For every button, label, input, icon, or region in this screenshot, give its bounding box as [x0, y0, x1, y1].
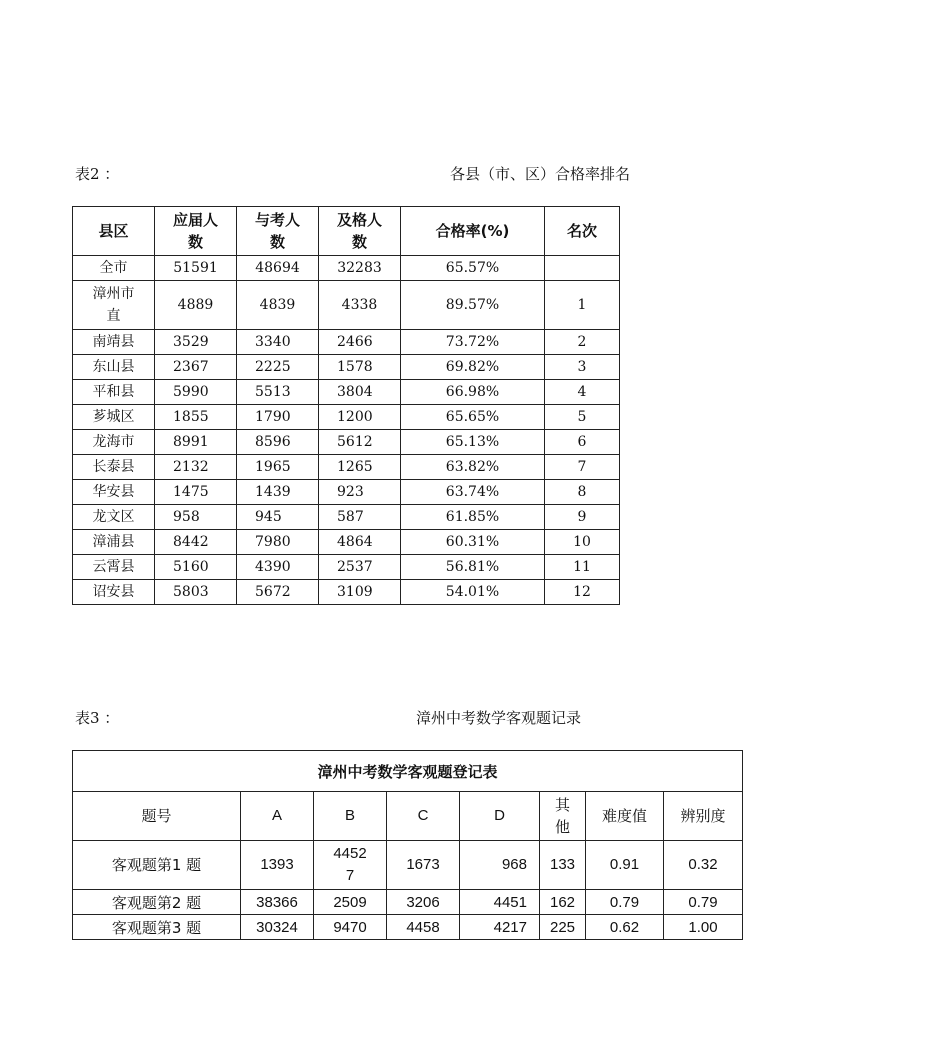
discrimination-value: 0.79	[664, 890, 743, 915]
table2-title: 各县（市、区）合格率排名	[450, 165, 631, 183]
table-row	[73, 430, 620, 455]
enrolled-count: 8991	[155, 430, 237, 455]
enrolled-count: 1855	[155, 405, 237, 430]
table-row	[73, 555, 620, 580]
passed-count: 3804	[319, 380, 401, 405]
table-header-row	[73, 792, 743, 841]
enrolled-count: 5803	[155, 580, 237, 605]
table3-title: 漳州中考数学客观题记录	[416, 709, 582, 727]
county-name: 龙海市	[73, 430, 155, 455]
table-caption-row	[73, 751, 743, 792]
count-b: 9470	[314, 915, 387, 940]
enrolled-count: 4889	[155, 281, 237, 330]
count-b: 4452 7	[314, 841, 387, 890]
table-row	[73, 256, 620, 281]
header-a: A	[241, 792, 314, 841]
pass-rate: 66.98%	[401, 380, 545, 405]
county-name: 东山县	[73, 355, 155, 380]
examined-count: 8596	[237, 430, 319, 455]
rank: 4	[545, 380, 620, 405]
table-header-row	[73, 207, 620, 256]
rank: 2	[545, 330, 620, 355]
pass-rate: 73.72%	[401, 330, 545, 355]
enrolled-count: 5160	[155, 555, 237, 580]
header-c: C	[387, 792, 460, 841]
table-row	[73, 281, 620, 330]
table-row	[73, 455, 620, 480]
discrimination-value: 1.00	[664, 915, 743, 940]
pass-rate: 89.57%	[401, 281, 545, 330]
passed-count: 1578	[319, 355, 401, 380]
examined-count: 1439	[237, 480, 319, 505]
county-name: 长泰县	[73, 455, 155, 480]
count-b: 2509	[314, 890, 387, 915]
pass-rate: 63.74%	[401, 480, 545, 505]
count-a: 30324	[241, 915, 314, 940]
difficulty-value: 0.91	[586, 841, 664, 890]
pass-rate: 54.01%	[401, 580, 545, 605]
count-c: 3206	[387, 890, 460, 915]
count-d: 968	[460, 841, 540, 890]
examined-count: 5513	[237, 380, 319, 405]
examined-count: 7980	[237, 530, 319, 555]
table-row	[73, 505, 620, 530]
header-b: B	[314, 792, 387, 841]
rank: 11	[545, 555, 620, 580]
count-a: 38366	[241, 890, 314, 915]
pass-rate: 61.85%	[401, 505, 545, 530]
examined-count: 4839	[237, 281, 319, 330]
count-a: 1393	[241, 841, 314, 890]
passed-count: 923	[319, 480, 401, 505]
difficulty-value: 0.62	[586, 915, 664, 940]
table-row	[73, 841, 743, 890]
table-row	[73, 530, 620, 555]
pass-rate: 65.57%	[401, 256, 545, 281]
passed-count: 2537	[319, 555, 401, 580]
rank: 9	[545, 505, 620, 530]
passed-count: 1265	[319, 455, 401, 480]
question-name: 客观题第3 题	[73, 915, 241, 940]
examined-count: 48694	[237, 256, 319, 281]
examined-count: 2225	[237, 355, 319, 380]
rank: 1	[545, 281, 620, 330]
header-passed: 及格人 数	[319, 207, 401, 256]
header-rank: 名次	[545, 207, 620, 256]
passed-count: 32283	[319, 256, 401, 281]
county-name: 龙文区	[73, 505, 155, 530]
county-name: 南靖县	[73, 330, 155, 355]
count-other: 162	[540, 890, 586, 915]
header-difficulty: 难度值	[586, 792, 664, 841]
pass-rate: 56.81%	[401, 555, 545, 580]
enrolled-count: 958	[155, 505, 237, 530]
table-row	[73, 405, 620, 430]
difficulty-value: 0.79	[586, 890, 664, 915]
objective-questions-table	[72, 750, 743, 940]
count-c: 1673	[387, 841, 460, 890]
header-pass-rate: 合格率(%)	[401, 207, 545, 256]
question-name: 客观题第2 题	[73, 890, 241, 915]
count-d: 4217	[460, 915, 540, 940]
examined-count: 4390	[237, 555, 319, 580]
question-name: 客观题第1 题	[73, 841, 241, 890]
header-d: D	[460, 792, 540, 841]
rank: 10	[545, 530, 620, 555]
table-row	[73, 355, 620, 380]
rank: 12	[545, 580, 620, 605]
pass-rate: 65.13%	[401, 430, 545, 455]
table-row	[73, 380, 620, 405]
county-name: 芗城区	[73, 405, 155, 430]
header-examined: 与考人 数	[237, 207, 319, 256]
examined-count: 5672	[237, 580, 319, 605]
passed-count: 4338	[319, 281, 401, 330]
header-county: 县区	[73, 207, 155, 256]
discrimination-value: 0.32	[664, 841, 743, 890]
header-discrimination: 辨别度	[664, 792, 743, 841]
pass-rate-ranking-table	[72, 206, 620, 605]
rank: 6	[545, 430, 620, 455]
county-name: 云霄县	[73, 555, 155, 580]
enrolled-count: 1475	[155, 480, 237, 505]
count-other: 225	[540, 915, 586, 940]
table-row	[73, 890, 743, 915]
rank: 3	[545, 355, 620, 380]
enrolled-count: 51591	[155, 256, 237, 281]
passed-count: 1200	[319, 405, 401, 430]
examined-count: 1790	[237, 405, 319, 430]
enrolled-count: 8442	[155, 530, 237, 555]
enrolled-count: 5990	[155, 380, 237, 405]
county-name: 诏安县	[73, 580, 155, 605]
rank	[545, 256, 620, 281]
county-name: 全市	[73, 256, 155, 281]
pass-rate: 60.31%	[401, 530, 545, 555]
examined-count: 945	[237, 505, 319, 530]
count-d: 4451	[460, 890, 540, 915]
passed-count: 2466	[319, 330, 401, 355]
header-other: 其 他	[540, 792, 586, 841]
table3-label: 表3 ：	[75, 709, 120, 727]
county-name: 华安县	[73, 480, 155, 505]
table-row	[73, 580, 620, 605]
table-caption: 漳州中考数学客观题登记表	[73, 751, 743, 792]
passed-count: 3109	[319, 580, 401, 605]
enrolled-count: 2132	[155, 455, 237, 480]
passed-count: 587	[319, 505, 401, 530]
table2-label: 表2 ：	[75, 165, 120, 183]
count-other: 133	[540, 841, 586, 890]
table-row	[73, 480, 620, 505]
header-enrolled: 应届人 数	[155, 207, 237, 256]
passed-count: 5612	[319, 430, 401, 455]
enrolled-count: 2367	[155, 355, 237, 380]
examined-count: 1965	[237, 455, 319, 480]
examined-count: 3340	[237, 330, 319, 355]
rank: 7	[545, 455, 620, 480]
pass-rate: 65.65%	[401, 405, 545, 430]
header-question: 题号	[73, 792, 241, 841]
table-row	[73, 915, 743, 940]
enrolled-count: 3529	[155, 330, 237, 355]
pass-rate: 69.82%	[401, 355, 545, 380]
passed-count: 4864	[319, 530, 401, 555]
county-name: 平和县	[73, 380, 155, 405]
rank: 8	[545, 480, 620, 505]
rank: 5	[545, 405, 620, 430]
county-name: 漳州市 直	[73, 281, 155, 330]
pass-rate: 63.82%	[401, 455, 545, 480]
count-c: 4458	[387, 915, 460, 940]
county-name: 漳浦县	[73, 530, 155, 555]
table-row	[73, 330, 620, 355]
